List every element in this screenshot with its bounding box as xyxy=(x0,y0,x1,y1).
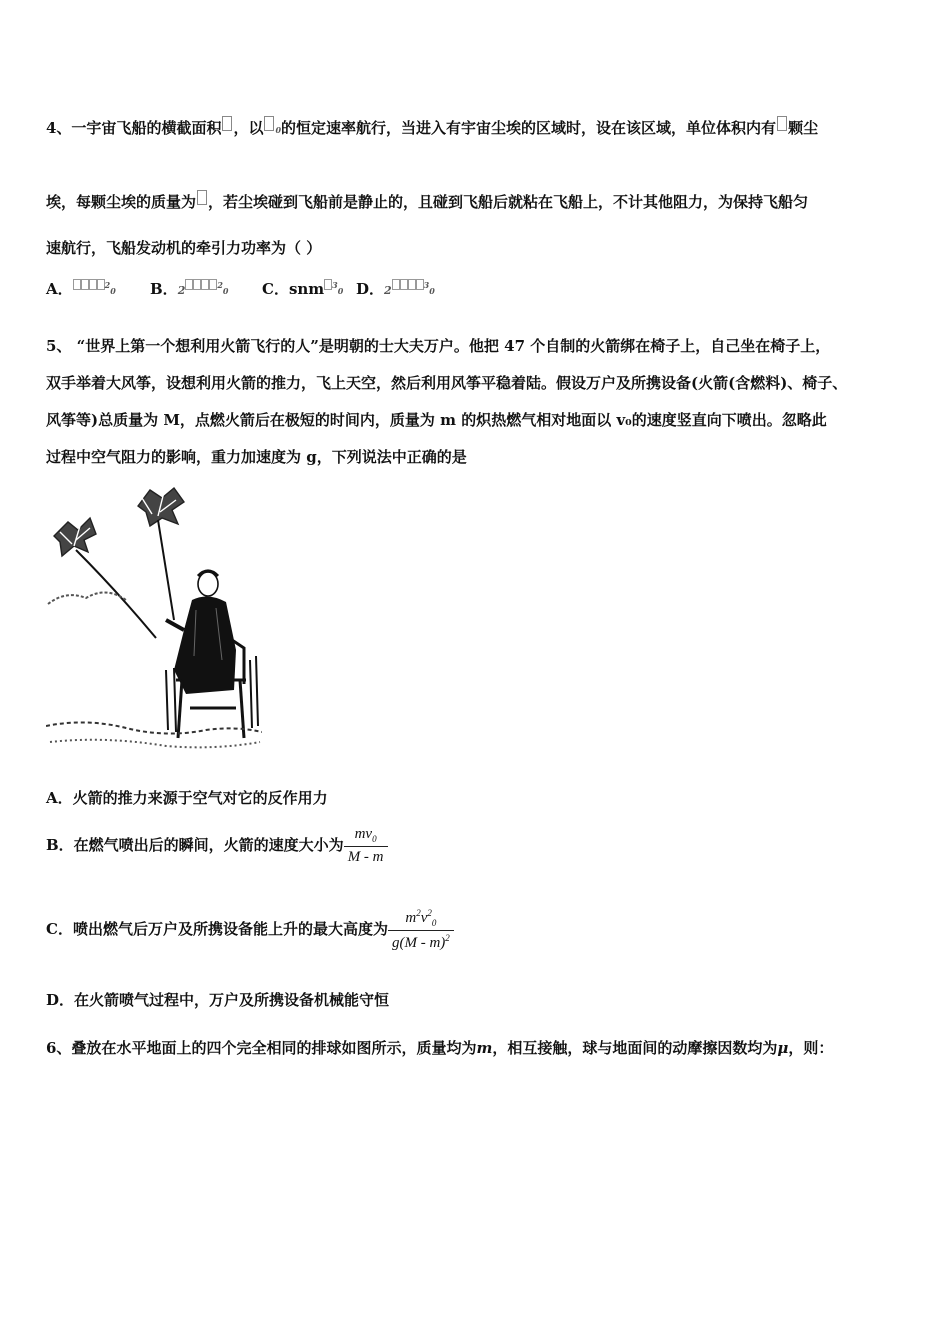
kite-string xyxy=(158,520,174,620)
numerator: mv xyxy=(354,826,373,842)
option-label: B． xyxy=(150,280,178,298)
q4-line-3: 速航行，飞船发动机的牵引力功率为（ ） xyxy=(46,239,322,257)
option-label: C．snm xyxy=(262,280,325,298)
q6-line-1 xyxy=(46,1038,833,1058)
formula-placeholder xyxy=(193,279,201,290)
exponent: 2 xyxy=(427,908,432,918)
formula-placeholder xyxy=(324,279,332,290)
q4-option-a[interactable] xyxy=(46,278,116,299)
q4-text: 的恒定速率航行，当进入有宇宙尘埃的区域时，设在该区域，单位体积内有 xyxy=(281,119,777,137)
option-label: A． xyxy=(46,280,73,298)
subscript-zero: 0 xyxy=(372,834,377,844)
person-icon xyxy=(166,571,236,694)
q5-line-4: 过程中空气阻力的影响，重力加速度为 g，下列说法中正确的是 xyxy=(46,448,467,466)
formula-placeholder xyxy=(73,279,81,290)
q6-text: 6、叠放在水平地面上的四个完全相同的排球如图所示，质量均为 xyxy=(46,1039,477,1057)
q6-text: ，则： xyxy=(788,1039,834,1057)
subscript-zero: 0 xyxy=(222,286,229,296)
subscript-zero: 0 xyxy=(431,918,437,928)
mu-symbol: μ xyxy=(777,1039,789,1057)
formula-placeholder xyxy=(97,279,105,290)
subscript-zero: 0 xyxy=(275,125,282,135)
exponent: 3 xyxy=(332,280,338,290)
exponent: 2 xyxy=(217,280,223,290)
q5-line-3: 风筝等)总质量为 M，点燃火箭后在极短的时间内，质量为 m 的炽热燃气相对地面以 v₀的速度竖直向下喷出。忽略此 xyxy=(46,411,827,429)
wan-hu-illustration xyxy=(46,480,262,752)
coefficient: 2 xyxy=(384,284,392,297)
q4-option-c[interactable] xyxy=(262,278,343,299)
q4-option-d[interactable] xyxy=(356,278,435,299)
fraction-velocity xyxy=(344,826,388,866)
numerator-v: v xyxy=(420,910,428,926)
q4-line-2 xyxy=(46,190,808,212)
numerator-m: m xyxy=(405,910,417,926)
q5-line-1: 5、 “世界上第一个想利用火箭飞行的人”是明朝的士大夫万户。他把 47 个自制的火箭绑在椅子上，自己坐在椅子上， xyxy=(46,337,831,355)
exponent: 2 xyxy=(104,280,111,290)
q4-text: 4、一宇宙飞船的横截面积 xyxy=(46,119,222,137)
wan-hu-drawing xyxy=(46,480,262,752)
coefficient: 2 xyxy=(177,284,186,297)
q5-line-2: 双手举着大风筝，设想利用火箭的推力，飞上天空，然后利用风筝平稳着陆。假设万户及所携设备(火箭(含燃料)、椅子、 xyxy=(46,374,848,392)
mass-symbol: m xyxy=(476,1039,493,1057)
q6-text: ，相互接触，球与地面间的动摩擦因数均为 xyxy=(492,1039,778,1057)
subscript-zero: 0 xyxy=(337,286,344,296)
exponent: 2 xyxy=(416,908,421,918)
q5-option-c[interactable] xyxy=(46,908,454,952)
denominator: g(M - m) xyxy=(391,935,446,951)
subscript-zero: 0 xyxy=(110,286,116,296)
formula-placeholder xyxy=(81,279,89,290)
formula-placeholder xyxy=(201,279,209,290)
formula-placeholder xyxy=(408,279,416,290)
q5-option-b[interactable] xyxy=(46,826,388,866)
denominator: M - m xyxy=(344,846,388,866)
q4-text: ，若尘埃碰到飞船前是静止的，且碰到飞船后就粘在飞船上，不计其他阻力，为保持飞船匀 xyxy=(208,193,809,211)
formula-placeholder xyxy=(185,279,193,290)
formula-placeholder xyxy=(89,279,97,290)
mass-symbol-placeholder xyxy=(197,190,207,205)
q4-line-1 xyxy=(46,116,818,140)
option-label: D． xyxy=(356,280,385,298)
cloud-icon xyxy=(48,592,126,604)
option-text: C．喷出燃气后万户及所携设备能上升的最大高度为 xyxy=(46,920,388,938)
q4-option-b[interactable] xyxy=(150,278,229,299)
kite-icon xyxy=(54,488,184,556)
option-text: B．在燃气喷出后的瞬间，火箭的速度大小为 xyxy=(46,836,344,854)
count-symbol-placeholder xyxy=(777,116,787,131)
fraction-height xyxy=(388,908,454,952)
ground-line xyxy=(46,722,262,733)
exponent: 2 xyxy=(445,933,450,943)
formula-placeholder xyxy=(416,279,424,290)
q4-text: ，以 xyxy=(233,119,264,137)
subscript-zero: 0 xyxy=(429,286,435,296)
velocity-symbol-placeholder xyxy=(264,116,274,131)
formula-placeholder xyxy=(392,279,400,290)
q4-text: 颗尘 xyxy=(788,119,819,137)
q4-text: 埃，每颗尘埃的质量为 xyxy=(46,193,197,211)
q5-option-d[interactable]: D．在火箭喷气过程中，万户及所携设备机械能守恒 xyxy=(46,991,390,1009)
q5-option-a[interactable]: A．火箭的推力来源于空气对它的反作用力 xyxy=(46,789,328,807)
exponent: 3 xyxy=(423,280,430,290)
area-symbol-placeholder xyxy=(222,116,232,131)
formula-placeholder xyxy=(400,279,408,290)
